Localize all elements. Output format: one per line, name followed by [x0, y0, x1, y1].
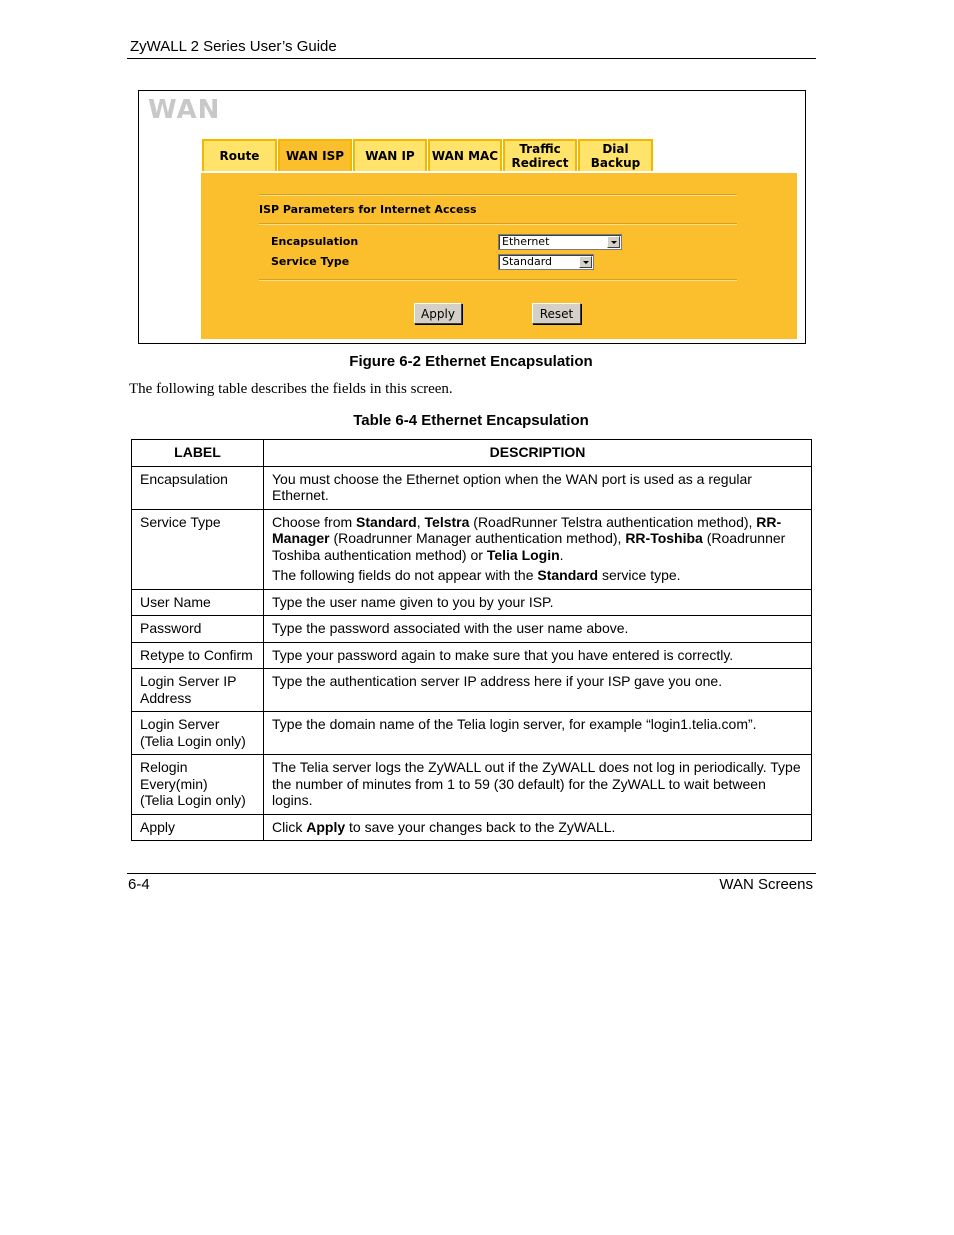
row-label: Apply: [132, 814, 264, 841]
tab-wan-isp[interactable]: WAN ISP: [278, 139, 352, 171]
text: .: [559, 546, 564, 563]
text: ,: [416, 513, 425, 530]
label-line: Login Server: [140, 716, 220, 732]
bold-term: Apply: [306, 818, 346, 835]
table-caption: Table 6-4 Ethernet Encapsulation: [353, 412, 589, 429]
label-line: (Telia Login only): [140, 732, 246, 749]
divider: [259, 223, 737, 224]
bold-term: Telia Login: [486, 546, 560, 563]
description-table: [131, 439, 812, 841]
tab-wan-ip[interactable]: WAN IP: [353, 139, 427, 171]
chevron-down-icon[interactable]: [579, 256, 592, 268]
text: service type.: [598, 567, 681, 583]
service-type-select[interactable]: [498, 254, 594, 270]
row-label: [132, 755, 264, 815]
encapsulation-label: Encapsulation: [271, 235, 359, 248]
row-label: Login Server IP Address: [132, 669, 264, 712]
bold-term: Standard: [356, 513, 417, 530]
header-label: LABEL: [132, 440, 264, 467]
bold-term: Standard: [537, 567, 599, 583]
page-number: 6-4: [128, 876, 150, 893]
table-row: [132, 616, 812, 643]
bold-term: Telstra: [424, 513, 470, 530]
header-rule: [127, 58, 816, 59]
bold-term: RR-Manager: [272, 513, 782, 546]
footer-rule: [127, 873, 816, 874]
text: (Roadrunner Manager authentication method),: [329, 530, 626, 546]
table-row: [132, 642, 812, 669]
screen-title: WAN: [148, 95, 221, 125]
text: to save your changes back to the ZyWALL.: [345, 818, 616, 835]
row-description: Type the password associated with the user name above.: [264, 616, 812, 643]
table-row: [132, 509, 812, 589]
header-description: DESCRIPTION: [264, 440, 812, 467]
row-label: [132, 712, 264, 755]
service-type-label: Service Type: [271, 255, 350, 268]
table-row: [132, 589, 812, 616]
text: (RoadRunner Telstra authentication method),: [469, 513, 757, 530]
encapsulation-value: Ethernet: [502, 235, 550, 248]
tab-route[interactable]: Route: [202, 139, 277, 171]
section-name: WAN Screens: [719, 876, 813, 893]
row-description: Type the domain name of the Telia login server, for example “login1.telia.com”.: [264, 712, 812, 755]
row-label: User Name: [132, 589, 264, 616]
service-type-value: Standard: [502, 255, 553, 268]
row-description: The Telia server logs the ZyWALL out if the ZyWALL does not log in periodically. Type the number of minutes from 1 to 59 (30 default) for the ZyWALL to wait between logins.: [264, 755, 812, 815]
tab-wan-mac[interactable]: WAN MAC: [428, 139, 502, 171]
text: (Roadrunner Toshiba authentication method) or: [272, 530, 786, 563]
encapsulation-select[interactable]: [498, 234, 622, 250]
label-line: Relogin: [140, 759, 188, 775]
text: The following fields do not appear with the: [272, 567, 538, 583]
table-row: [132, 755, 812, 815]
row-label: Password: [132, 616, 264, 643]
row-description: [264, 814, 812, 841]
tab-dial-backup[interactable]: Dial Backup: [578, 139, 653, 171]
table-row: [132, 712, 812, 755]
text: Choose from: [272, 513, 357, 530]
table-row: [132, 669, 812, 712]
row-description: Type the authentication server IP address here if your ISP gave you one.: [264, 669, 812, 712]
row-label: Service Type: [132, 509, 264, 589]
table-row: [132, 814, 812, 841]
row-description: Type your password again to make sure that you have entered is correctly.: [264, 642, 812, 669]
reset-button[interactable]: Reset: [532, 303, 581, 324]
row-label: Encapsulation: [132, 466, 264, 509]
section-title: ISP Parameters for Internet Access: [259, 203, 477, 216]
intro-text: The following table describes the fields in this screen.: [129, 381, 453, 397]
chevron-down-icon[interactable]: [607, 236, 620, 248]
bold-term: RR-Toshiba: [625, 530, 703, 546]
wan-screen-figure: [138, 90, 806, 344]
text: Click: [272, 818, 307, 835]
row-description: You must choose the Ethernet option when the WAN port is used as a regular Ethernet.: [264, 466, 812, 509]
table-row: [132, 466, 812, 509]
label-line: Every(min): [140, 775, 208, 792]
label-line: (Telia Login only): [140, 792, 246, 808]
row-description: Type the user name given to you by your ISP.: [264, 589, 812, 616]
divider: [259, 194, 737, 195]
table-header-row: [132, 440, 812, 467]
tab-traffic-redirect[interactable]: Traffic Redirect: [503, 139, 577, 171]
apply-button[interactable]: Apply: [414, 303, 462, 324]
row-description: [264, 509, 812, 589]
isp-parameters-panel: [201, 173, 797, 339]
divider: [259, 279, 737, 280]
figure-caption: Figure 6-2 Ethernet Encapsulation: [349, 353, 593, 370]
row-label: Retype to Confirm: [132, 642, 264, 669]
page-header-title: ZyWALL 2 Series User’s Guide: [130, 38, 337, 55]
